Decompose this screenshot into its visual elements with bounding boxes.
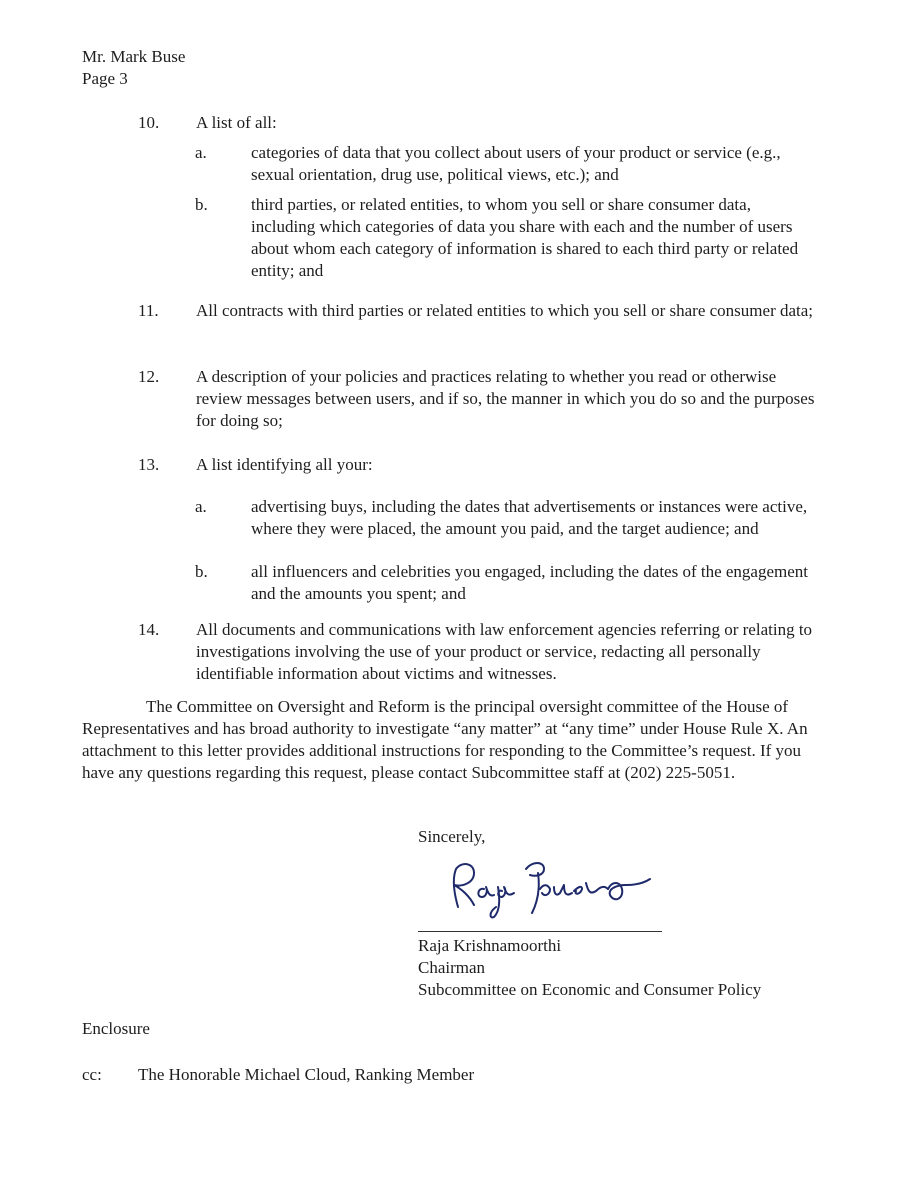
item-number: 11.	[138, 301, 159, 320]
item-number: 12.	[138, 367, 160, 386]
sub-item-letter: b.	[195, 562, 208, 581]
signature-icon	[440, 855, 655, 925]
body-paragraph: The Committee on Oversight and Reform is the principal oversight committee of the House of Representatives and has broad authority to investigate “any matter” at “any time” under House Rule X. An attachment to this letter provides additional instructions for responding to the Committee’s request. If you have any questions regarding this request, please contact Subcommittee staff at (202) 225-5051.	[82, 697, 808, 782]
sub-item-letter: b.	[195, 195, 208, 214]
item-text: A description of your policies and practices relating to whether you read or otherwise review messages between users, and if so, the manner in which you do so and the purposes for doing so;	[196, 367, 815, 430]
salutation: Sincerely,	[418, 827, 486, 846]
signature-line	[418, 931, 662, 932]
sub-item-letter: a.	[195, 497, 207, 516]
signature	[440, 855, 655, 925]
item-number: 10.	[138, 113, 160, 132]
item-text: A list of all:	[196, 113, 277, 132]
signer-committee: Subcommittee on Economic and Consumer Policy	[418, 980, 762, 999]
recipient-name: Mr. Mark Buse	[82, 47, 186, 66]
enclosure-note: Enclosure	[82, 1019, 150, 1038]
item-text: All documents and communications with law enforcement agencies referring or relating to investigations involving the use of your product or service, redacting all personally identifiable information about victims and witnesses.	[196, 620, 813, 683]
item-text: A list identifying all your:	[196, 455, 373, 474]
sub-item-text: categories of data that you collect about users of your product or service (e.g., sexual orientation, drug use, political views, etc.); and	[251, 143, 781, 184]
letter-header	[82, 46, 185, 90]
sub-item-text: third parties, or related entities, to whom you sell or share consumer data, including which categories of data you share with each and the number of users about whom each category of information is shared to each third party or related entity; and	[251, 195, 799, 280]
item-number: 13.	[138, 455, 160, 474]
page-number: Page 3	[82, 69, 128, 88]
sub-item-text: advertising buys, including the dates that advertisements or instances were active, where they were placed, the amount you paid, and the target audience; and	[251, 497, 808, 538]
item-text: All contracts with third parties or related entities to which you sell or share consumer data;	[196, 301, 814, 320]
sub-item-letter: a.	[195, 143, 207, 162]
signer-title: Chairman	[418, 958, 486, 977]
signer-name: Raja Krishnamoorthi	[418, 936, 562, 955]
cc-recipient: The Honorable Michael Cloud, Ranking Member	[138, 1065, 475, 1084]
sub-item-text: all influencers and celebrities you engaged, including the dates of the engagement and the amounts you spent; and	[251, 562, 809, 603]
cc-label: cc:	[82, 1065, 102, 1084]
item-number: 14.	[138, 620, 160, 639]
